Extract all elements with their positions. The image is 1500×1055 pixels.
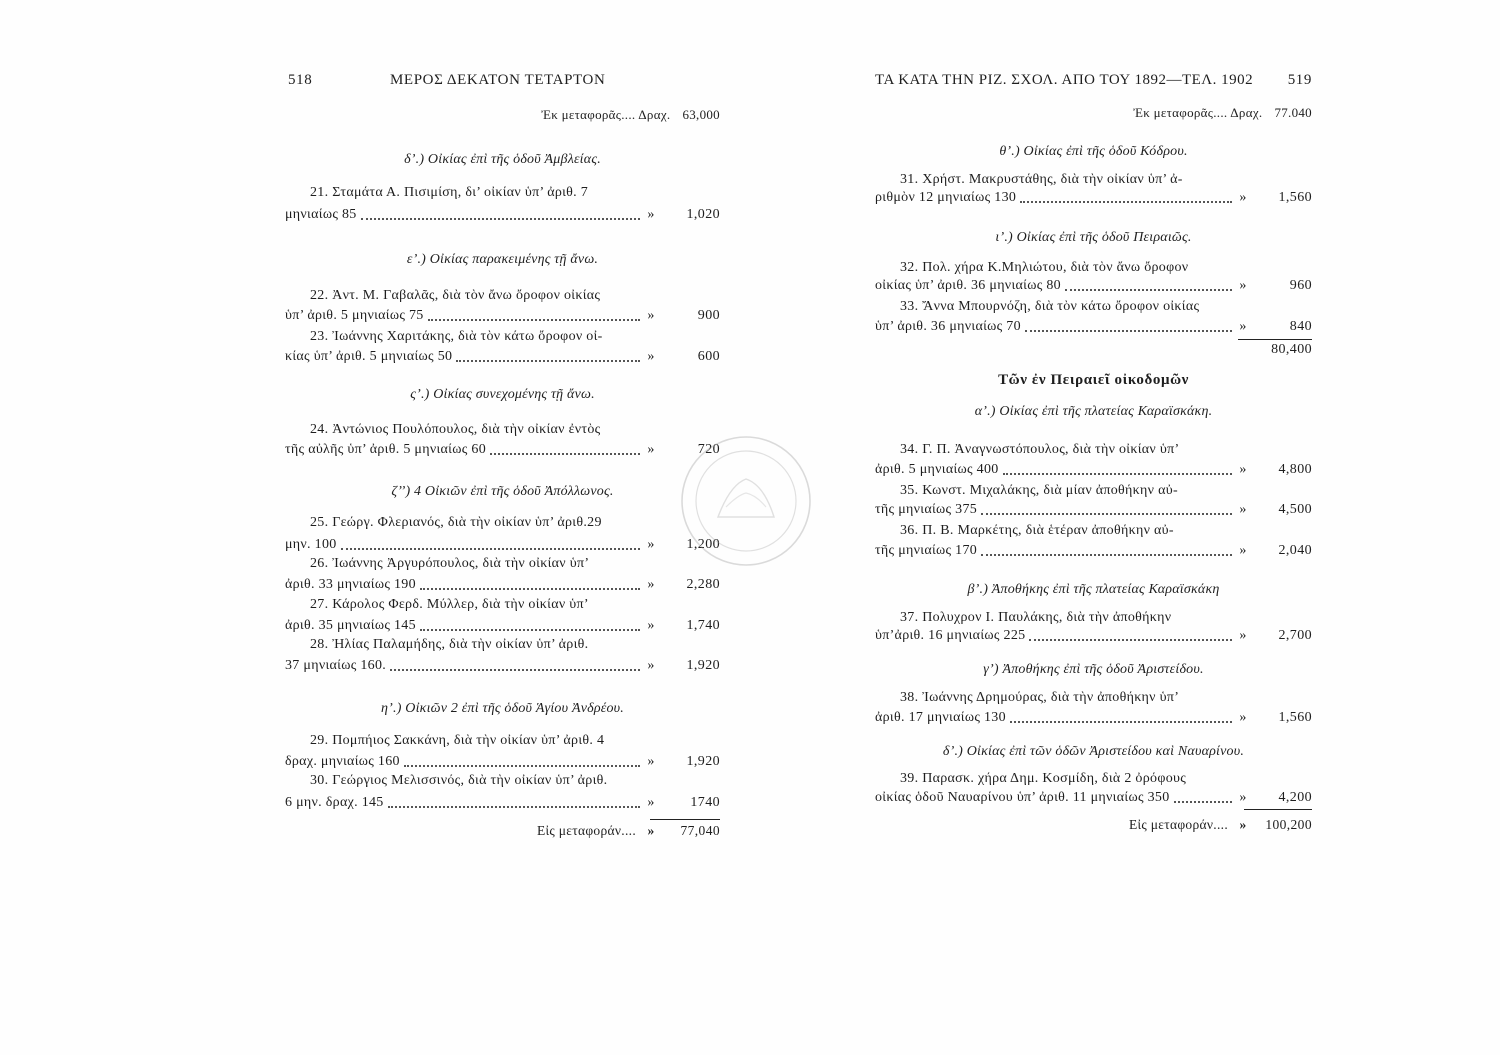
carried-forward-line xyxy=(875,815,1312,835)
ditto-mark: » xyxy=(647,349,655,364)
entry-amount-line xyxy=(285,440,720,460)
amount: 1,200 xyxy=(686,537,720,552)
entry-text: ὑπ’ ἀριθ. 5 μηνιαίως 75 xyxy=(285,308,424,323)
entry-line: 32. Πολ. χήρα Κ.Μηλιώτου, διὰ τὸν ἄνω ὄροφον xyxy=(900,260,1189,275)
page-number: 518 xyxy=(288,72,313,88)
total-rule xyxy=(650,819,720,820)
carried-forward-amount: 100,200 xyxy=(1265,817,1312,832)
ditto-mark: » xyxy=(647,754,655,769)
ditto-mark: » xyxy=(1239,462,1247,477)
amount: 600 xyxy=(697,349,720,364)
entry-amount-line xyxy=(285,656,720,676)
entry-amount-line xyxy=(285,347,720,367)
entry-amount-line xyxy=(285,575,720,595)
carried-forward-amount: 77,040 xyxy=(680,823,720,838)
ditto-mark: » xyxy=(1239,710,1247,725)
ditto-mark: » xyxy=(647,537,655,552)
entry-line: 38. Ἰωάννης Δρημούρας, διὰ τὴν ἀποθήκην ὑπ’ xyxy=(900,690,1180,705)
entry-line: 21. Σταμάτα Α. Πισιμίση, δι’ οἰκίαν ὑπ’ ἀριθ. 7 xyxy=(310,185,589,200)
entry-text: ἀριθ. 17 μηνιαίως 130 xyxy=(875,710,1006,725)
entry-line: 39. Παρασκ. χήρα Δημ. Κοσμίδη, διὰ 2 ὀρόφους xyxy=(900,771,1187,786)
entry-amount-line xyxy=(285,752,720,772)
entry-line: 30. Γεώργιος Μελισσινός, διὰ τὴν οἰκίαν ὑπ’ ἀριθ. xyxy=(310,773,608,788)
entry-amount-line xyxy=(875,188,1312,208)
ditto-mark: » xyxy=(647,577,655,592)
entry-text: 6 μην. δραχ. 145 xyxy=(285,795,384,810)
dot-leader xyxy=(1029,639,1232,641)
dot-leader xyxy=(390,669,640,671)
ditto-mark: » xyxy=(647,823,655,838)
entry-amount-line xyxy=(875,276,1312,296)
carried-forward-label: Εἰς μεταφοράν.... xyxy=(536,823,636,838)
entry-text: ἀριθ. 5 μηνιαίως 400 xyxy=(875,462,999,477)
entry-line: 36. Π. Β. Μαρκέτης, διὰ ἑτέραν ἀποθήκην αὐ- xyxy=(900,523,1174,538)
dot-leader xyxy=(388,806,640,808)
amount: 4,500 xyxy=(1278,502,1312,517)
amount: 2,700 xyxy=(1278,628,1312,643)
dot-leader xyxy=(420,588,640,590)
entry-text: οἰκίας ὑπ’ ἀριθ. 36 μηνιαίως 80 xyxy=(875,278,1061,293)
entry-amount-line xyxy=(285,205,720,225)
entry-text: τῆς μηνιαίως 170 xyxy=(875,543,978,558)
entry-line: 29. Πομπήιος Σακκάνη, διὰ τὴν οἰκίαν ὑπ’ ἀριθ. 4 xyxy=(310,733,605,748)
entry-text: μηνιαίως 85 xyxy=(285,207,357,222)
dot-leader xyxy=(1174,801,1232,803)
entry-text: ἀριθ. 35 μηνιαίως 145 xyxy=(285,618,416,633)
library-stamp xyxy=(678,433,814,569)
section-heading: ι’.) Οἰκίας ἐπὶ τῆς ὁδοῦ Πειραιῶς. xyxy=(995,230,1192,245)
entry-text: ὑπ’ἀριθ. 16 μηνιαίως 225 xyxy=(875,628,1026,643)
total-rule xyxy=(1244,809,1312,810)
amount: 1740 xyxy=(690,795,720,810)
dot-leader xyxy=(428,319,640,321)
entry-text: τῆς μηνιαίως 375 xyxy=(875,502,978,517)
ditto-mark: » xyxy=(1239,502,1247,517)
dot-leader xyxy=(1025,330,1232,332)
brought-forward-line xyxy=(285,105,720,125)
ditto-mark: » xyxy=(1239,628,1247,643)
entry-text: 37 μηνιαίως 160. xyxy=(285,658,387,673)
amount: 720 xyxy=(697,442,720,457)
carried-forward-line xyxy=(285,821,720,841)
entry-line: 25. Γεώργ. Φλεριανός, διὰ τὴν οἰκίαν ὑπ’ ἀριθ.29 xyxy=(310,515,602,530)
amount: 1,020 xyxy=(686,207,720,222)
amount: 840 xyxy=(1289,319,1312,334)
running-title: ΤΑ ΚΑΤΑ ΤΗΝ ΡΙΖ. ΣΧΟΛ. ΑΠΟ ΤΟΥ 1892—ΤΕΛ. 1902 xyxy=(875,72,1254,88)
entry-amount-line xyxy=(875,541,1312,561)
dot-leader xyxy=(1065,289,1232,291)
subtotal-amount: 80,400 xyxy=(1271,342,1312,357)
amount: 1,560 xyxy=(1278,710,1312,725)
entry-line: 34. Γ. Π. Ἀναγνωστόπουλος, διὰ τὴν οἰκίαν ὑπ’ xyxy=(900,442,1180,457)
dot-leader xyxy=(420,629,640,631)
entry-line: 24. Ἀντώνιος Πουλόπουλος, διὰ τὴν οἰκίαν ἐντὸς xyxy=(310,422,601,437)
dot-leader xyxy=(1010,721,1232,723)
section-heading: δ’.) Οἰκίας ἐπὶ τῆς ὁδοῦ Ἀμβλείας. xyxy=(404,152,601,167)
entry-line: 35. Κωνστ. Μιχαλάκης, διὰ μίαν ἀποθήκην αὐ- xyxy=(900,483,1178,498)
entry-line: 37. Πολυχρον Ι. Παυλάκης, διὰ τὴν ἀποθήκην xyxy=(900,610,1172,625)
entry-text: ἀριθ. 33 μηνιαίως 190 xyxy=(285,577,416,592)
entry-amount-line xyxy=(875,708,1312,728)
entry-text: τῆς αὐλῆς ὑπ’ ἀριθ. 5 μηνιαίως 60 xyxy=(285,442,487,457)
section-heading: β’.) Ἀποθήκης ἐπὶ τῆς πλατείας Καραϊσκάκη xyxy=(967,582,1220,597)
amount: 4,200 xyxy=(1278,790,1312,805)
dot-leader xyxy=(456,360,640,362)
entry-amount-line xyxy=(285,793,720,813)
brought-forward-line xyxy=(875,103,1312,123)
entry-text: ριθμὸν 12 μηνιαίως 130 xyxy=(875,190,1017,205)
dot-leader xyxy=(341,548,640,550)
running-title: ΜΕΡΟΣ ΔΕΚΑΤΟΝ ΤΕΤΑΡΤΟΝ xyxy=(390,72,606,88)
entry-amount-line xyxy=(285,306,720,326)
entry-line: 28. Ἠλίας Παλαμήδης, διὰ τὴν οἰκίαν ὑπ’ ἀριθ. xyxy=(310,637,589,652)
ditto-mark: » xyxy=(647,308,655,323)
section-heading: ζ’’) 4 Οἰκιῶν ἐπὶ τῆς ὁδοῦ Ἀπόλλωνος. xyxy=(391,484,614,499)
dot-leader xyxy=(361,218,640,220)
ditto-mark: » xyxy=(1239,543,1247,558)
ditto-mark: » xyxy=(647,658,655,673)
amount: 4,800 xyxy=(1278,462,1312,477)
entry-text: μην. 100 xyxy=(285,537,337,552)
carried-forward-label: Εἰς μεταφοράν.... xyxy=(1128,817,1228,832)
entry-line: 22. Ἀντ. Μ. Γαβαλᾶς, διὰ τὸν ἄνω ὄροφον οἰκίας xyxy=(310,288,601,303)
entry-amount-line xyxy=(875,500,1312,520)
section-heading: γ’) Ἀποθήκης ἐπὶ τῆς ὁδοῦ Ἀριστείδου. xyxy=(983,662,1204,677)
ditto-mark: » xyxy=(1239,319,1247,334)
ditto-mark: » xyxy=(647,207,655,222)
dot-leader xyxy=(1020,201,1232,203)
entry-amount-line xyxy=(875,460,1312,480)
dot-leader xyxy=(981,513,1232,515)
amount: 2,040 xyxy=(1278,543,1312,558)
entry-line: 31. Χρήστ. Μακρυστάθης, διὰ τὴν οἰκίαν ὑπ’ ἀ- xyxy=(900,172,1183,187)
ditto-mark: » xyxy=(1239,278,1247,293)
dot-leader xyxy=(490,453,640,455)
entry-text: ὑπ’ ἀριθ. 36 μηνιαίως 70 xyxy=(875,319,1021,334)
entry-amount-line xyxy=(285,535,720,555)
entry-line: 26. Ἰωάννης Ἀργυρόπουλος, διὰ τὴν οἰκίαν ὑπ’ xyxy=(310,556,590,571)
amount: 1,560 xyxy=(1278,190,1312,205)
entry-amount-line xyxy=(285,616,720,636)
entry-amount-line xyxy=(875,788,1312,808)
entry-line: 23. Ἰωάννης Χαριτάκης, διὰ τὸν κάτω ὄροφον οἰ- xyxy=(310,329,603,344)
page-header xyxy=(285,70,720,90)
dot-leader xyxy=(1003,473,1232,475)
amount: 1,920 xyxy=(686,754,720,769)
ditto-mark: » xyxy=(1239,790,1247,805)
entry-text: οἰκίας ὁδοῦ Ναυαρίνου ὑπ’ ἀριθ. 11 μηνιαίως 350 xyxy=(875,790,1170,805)
ditto-mark: » xyxy=(647,618,655,633)
page-header xyxy=(875,70,1312,90)
section-heading: ς’.) Οἰκίας συνεχομένης τῇ ἄνω. xyxy=(410,387,595,402)
section-heading: ε’.) Οἰκίας παρακειμένης τῇ ἄνω. xyxy=(406,252,599,267)
ditto-mark: » xyxy=(1239,190,1247,205)
entry-text: κίας ὑπ’ ἀριθ. 5 μηνιαίως 50 xyxy=(285,349,453,364)
entry-line: 27. Κάρολος Φερδ. Μύλλερ, διὰ τὴν οἰκίαν ὑπ’ xyxy=(310,597,589,612)
amount: 900 xyxy=(697,308,720,323)
entry-text: δραχ. μηνιαίως 160 xyxy=(285,754,400,769)
brought-forward-label: Ἐκ μεταφορᾶς.... Δραχ. xyxy=(541,107,671,122)
amount: 2,280 xyxy=(686,577,720,592)
section-heading: α’.) Οἰκίας ἐπὶ τῆς πλατείας Καραϊσκάκη. xyxy=(974,404,1213,419)
entry-line: 33. Ἄννα Μπουρνόζη, διὰ τὸν κάτω ὄροφον οἰκίας xyxy=(900,299,1200,314)
section-heading: δ’.) Οἰκίας ἐπὶ τῶν ὁδῶν Ἀριστείδου καὶ Ναυαρίνου. xyxy=(942,744,1245,759)
brought-forward-label: Ἐκ μεταφορᾶς.... Δραχ. xyxy=(1133,105,1263,120)
section-heading: η’.) Οἰκιῶν 2 ἐπὶ τῆς ὁδοῦ Ἁγίου Ἀνδρέου. xyxy=(381,701,624,716)
ditto-mark: » xyxy=(1239,817,1247,832)
amount: 1,740 xyxy=(686,618,720,633)
amount: 960 xyxy=(1289,278,1312,293)
dot-leader xyxy=(981,554,1232,556)
page-number: 519 xyxy=(1287,72,1312,88)
entry-amount-line xyxy=(875,626,1312,646)
ditto-mark: » xyxy=(647,442,655,457)
brought-forward-amount: 77.040 xyxy=(1274,105,1312,120)
amount: 1,920 xyxy=(686,658,720,673)
entry-amount-line xyxy=(875,317,1312,337)
piraeus-heading: Τῶν ἐν Πειραιεῖ οἰκοδομῶν xyxy=(998,372,1189,388)
dot-leader xyxy=(404,765,640,767)
section-heading: θ’.) Οἰκίας ἐπὶ τῆς ὁδοῦ Κόδρου. xyxy=(999,144,1188,159)
ditto-mark: » xyxy=(647,795,655,810)
brought-forward-amount: 63,000 xyxy=(682,107,720,122)
